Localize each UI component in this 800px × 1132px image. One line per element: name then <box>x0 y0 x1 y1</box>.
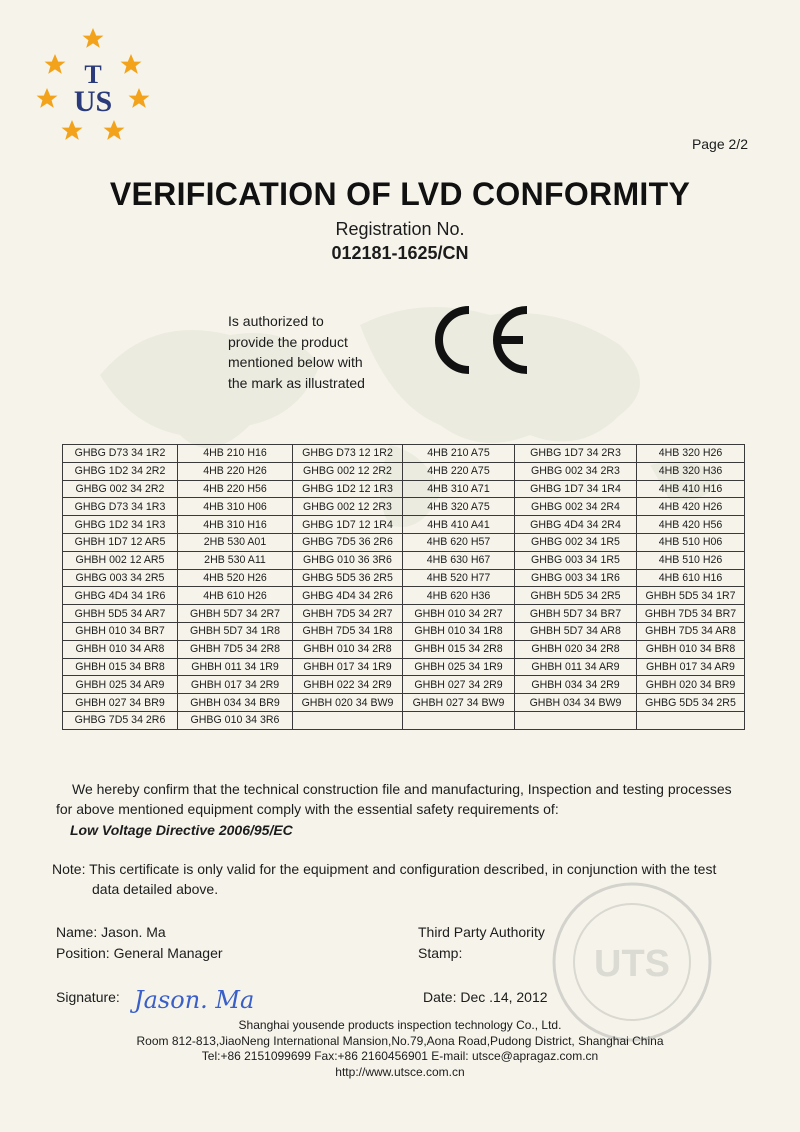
table-cell: GHBG 5D5 36 2R5 <box>293 569 403 587</box>
table-cell: GHBH 7D5 34 2R8 <box>178 640 293 658</box>
table-cell: 4HB 220 A75 <box>403 462 515 480</box>
table-cell: GHBG 002 12 2R3 <box>293 498 403 516</box>
table-cell: GHBG 1D2 12 1R3 <box>293 480 403 498</box>
table-cell: 4HB 520 H77 <box>403 569 515 587</box>
table-cell: 4HB 420 H26 <box>637 498 745 516</box>
table-cell: GHBH 025 34 1R9 <box>403 658 515 676</box>
table-cell: GHBG 1D7 12 1R4 <box>293 516 403 534</box>
table-cell: GHBH 010 34 AR8 <box>63 640 178 658</box>
table-cell: GHBH 022 34 2R9 <box>293 676 403 694</box>
table-cell: GHBH 010 34 2R8 <box>293 640 403 658</box>
table-row <box>63 480 745 498</box>
table-cell <box>637 711 745 729</box>
table-cell: GHBH 017 34 2R9 <box>178 676 293 694</box>
table-cell: GHBG D73 34 1R2 <box>63 445 178 463</box>
table-cell: 4HB 310 H06 <box>178 498 293 516</box>
table-row <box>63 498 745 516</box>
ce-mark-icon <box>425 300 535 380</box>
table-row <box>63 533 745 551</box>
table-cell: GHBH 034 34 BR9 <box>178 694 293 712</box>
table-cell: 4HB 410 H16 <box>637 480 745 498</box>
table-cell: GHBH 5D7 34 AR8 <box>515 622 637 640</box>
table-cell: GHBG 1D7 34 1R4 <box>515 480 637 498</box>
table-cell: GHBG 002 34 2R4 <box>515 498 637 516</box>
table-cell: 4HB 220 H26 <box>178 462 293 480</box>
table-cell: GHBH 010 34 2R7 <box>403 605 515 623</box>
table-cell: GHBH 5D7 34 BR7 <box>515 605 637 623</box>
table-cell: GHBG 1D7 34 2R3 <box>515 445 637 463</box>
logo-letters-us: US <box>73 85 113 118</box>
table-cell <box>515 711 637 729</box>
table-cell: GHBH 015 34 BR8 <box>63 658 178 676</box>
table-cell <box>403 711 515 729</box>
table-cell: GHBH 025 34 AR9 <box>63 676 178 694</box>
table-cell: 4HB 310 H16 <box>178 516 293 534</box>
table-cell: GHBH 002 12 AR5 <box>63 551 178 569</box>
table-cell: 4HB 320 H26 <box>637 445 745 463</box>
table-cell: GHBG 4D4 34 2R6 <box>293 587 403 605</box>
table-cell: GHBH 5D5 34 AR7 <box>63 605 178 623</box>
authorization-line: provide the product <box>228 333 348 350</box>
table-cell: GHBH 7D5 34 BR7 <box>637 605 745 623</box>
table-cell: GHBH 5D5 34 1R7 <box>637 587 745 605</box>
table-cell: GHBH 011 34 1R9 <box>178 658 293 676</box>
registration-number: 012181-1625/CN <box>331 243 469 263</box>
table-row <box>63 694 745 712</box>
table-cell: GHBH 027 34 BW9 <box>403 694 515 712</box>
table-cell: 4HB 410 A41 <box>403 516 515 534</box>
note-line: data detailed above. <box>92 881 219 897</box>
table-cell: 2HB 530 A11 <box>178 551 293 569</box>
table-cell: GHBH 7D5 34 2R7 <box>293 605 403 623</box>
table-cell: 4HB 320 A75 <box>403 498 515 516</box>
table-cell: GHBH 010 34 BR7 <box>63 622 178 640</box>
table-row <box>63 587 745 605</box>
table-cell: GHBG 002 12 2R2 <box>293 462 403 480</box>
table-cell: 4HB 220 H56 <box>178 480 293 498</box>
product-model-table-body <box>63 445 745 730</box>
authorization-line: mentioned below with <box>228 354 363 370</box>
note-line: Note: This certificate is only valid for the equipment and configuration described, in conjunction with the test <box>52 861 717 877</box>
authorization-line: Is authorized to <box>228 313 324 329</box>
table-cell: 2HB 530 A01 <box>178 533 293 551</box>
table-cell: GHBH 5D7 34 1R8 <box>178 622 293 640</box>
footer-phone-email: Tel:+86 2151099699 Fax:+86 2160456901 E-mail: utsce@apragaz.com.cn <box>201 1049 599 1063</box>
footer-contact <box>0 1018 800 1080</box>
table-row <box>63 605 745 623</box>
third-party-authority: Third Party Authority <box>418 924 545 940</box>
table-row <box>63 569 745 587</box>
table-cell: 4HB 610 H16 <box>637 569 745 587</box>
table-cell: GHBH 7D5 34 AR8 <box>637 622 745 640</box>
table-cell: 4HB 510 H06 <box>637 533 745 551</box>
table-cell: GHBH 027 34 BR9 <box>63 694 178 712</box>
signatory-position: Position: General Manager <box>56 945 223 961</box>
table-cell: GHBH 017 34 1R9 <box>293 658 403 676</box>
table-cell: GHBG 010 36 3R6 <box>293 551 403 569</box>
signature-label: Signature: <box>56 989 120 1005</box>
table-cell: GHBG 003 34 1R6 <box>515 569 637 587</box>
table-cell: GHBG 002 34 2R2 <box>63 480 178 498</box>
table-cell: GHBH 034 34 2R9 <box>515 676 637 694</box>
table-cell: GHBH 017 34 AR9 <box>637 658 745 676</box>
table-row <box>63 462 745 480</box>
table-cell: GHBG 4D4 34 2R4 <box>515 516 637 534</box>
table-cell: GHBG 5D5 34 2R5 <box>637 694 745 712</box>
stamp-text: UTS <box>594 943 670 985</box>
table-cell: GHBG 1D2 34 2R2 <box>63 462 178 480</box>
table-cell: GHBG D73 34 1R3 <box>63 498 178 516</box>
table-cell: GHBG D73 12 1R2 <box>293 445 403 463</box>
page-title: VERIFICATION OF LVD CONFORMITY <box>109 176 691 212</box>
stamp-label: Stamp: <box>418 945 463 961</box>
table-row <box>63 711 745 729</box>
table-cell: GHBG 002 34 2R3 <box>515 462 637 480</box>
table-cell: GHBH 011 34 AR9 <box>515 658 637 676</box>
table-cell: GHBH 034 34 BW9 <box>515 694 637 712</box>
table-cell: GHBH 5D5 34 2R5 <box>515 587 637 605</box>
confirmation-line: for above mentioned equipment comply with the essential safety requirements of: <box>56 801 559 817</box>
table-cell: GHBH 015 34 2R8 <box>403 640 515 658</box>
confirmation-line: We hereby confirm that the technical construction file and manufacturing, Inspection and testing processes <box>72 781 732 797</box>
table-cell: GHBG 7D5 34 2R6 <box>63 711 178 729</box>
table-cell: GHBG 4D4 34 1R6 <box>63 587 178 605</box>
table-cell: GHBH 010 34 1R8 <box>403 622 515 640</box>
uts-logo <box>28 25 158 155</box>
product-model-table <box>62 444 745 730</box>
footer-company: Shanghai yousende products inspection technology Co., Ltd. <box>238 1018 562 1032</box>
table-cell: 4HB 420 H56 <box>637 516 745 534</box>
table-cell: 4HB 630 H67 <box>403 551 515 569</box>
table-cell: GHBG 003 34 1R5 <box>515 551 637 569</box>
table-cell: GHBH 1D7 12 AR5 <box>63 533 178 551</box>
page-number: Page 2/2 <box>691 136 748 152</box>
table-cell: 4HB 510 H26 <box>637 551 745 569</box>
table-cell: GHBG 010 34 3R6 <box>178 711 293 729</box>
table-cell: GHBH 010 34 BR8 <box>637 640 745 658</box>
table-row <box>63 640 745 658</box>
table-cell: GHBG 002 34 1R5 <box>515 533 637 551</box>
handwritten-signature <box>130 978 290 1020</box>
table-cell: GHBH 020 34 2R8 <box>515 640 637 658</box>
authorization-statement <box>228 311 365 393</box>
table-row <box>63 551 745 569</box>
registration-label: Registration No. <box>335 219 465 239</box>
table-cell: GHBG 003 34 2R5 <box>63 569 178 587</box>
table-cell: 4HB 320 H36 <box>637 462 745 480</box>
table-row <box>63 516 745 534</box>
table-cell: GHBH 7D5 34 1R8 <box>293 622 403 640</box>
table-cell: 4HB 210 A75 <box>403 445 515 463</box>
table-cell: 4HB 620 H57 <box>403 533 515 551</box>
table-cell: 4HB 610 H26 <box>178 587 293 605</box>
authorization-line: the mark as illustrated <box>228 374 365 391</box>
table-cell: GHBH 020 34 BR9 <box>637 676 745 694</box>
table-cell <box>293 711 403 729</box>
table-cell: GHBG 1D2 34 1R3 <box>63 516 178 534</box>
table-cell: GHBH 5D7 34 2R7 <box>178 605 293 623</box>
table-row <box>63 676 745 694</box>
logo-letter-t: T <box>84 60 102 89</box>
table-row <box>63 445 745 463</box>
table-cell: GHBG 7D5 36 2R6 <box>293 533 403 551</box>
table-cell: 4HB 520 H26 <box>178 569 293 587</box>
confirmation-statement <box>56 779 756 819</box>
table-cell: GHBH 020 34 BW9 <box>293 694 403 712</box>
table-row <box>63 658 745 676</box>
directive-name: Low Voltage Directive 2006/95/EC <box>70 822 293 838</box>
table-row <box>63 622 745 640</box>
signature-text: Jason. Ma <box>134 986 255 1014</box>
issue-date: Date: Dec .14, 2012 <box>423 989 548 1005</box>
table-cell: 4HB 210 H16 <box>178 445 293 463</box>
footer-address: Room 812-813,JiaoNeng International Mansion,No.79,Aona Road,Pudong District, Shanghai China <box>136 1033 664 1048</box>
footer-website: http://www.utsce.com.cn <box>335 1064 465 1079</box>
table-cell: 4HB 620 H36 <box>403 587 515 605</box>
table-cell: GHBH 027 34 2R9 <box>403 676 515 694</box>
table-cell: 4HB 310 A71 <box>403 480 515 498</box>
signatory-name: Name: Jason. Ma <box>56 924 166 940</box>
